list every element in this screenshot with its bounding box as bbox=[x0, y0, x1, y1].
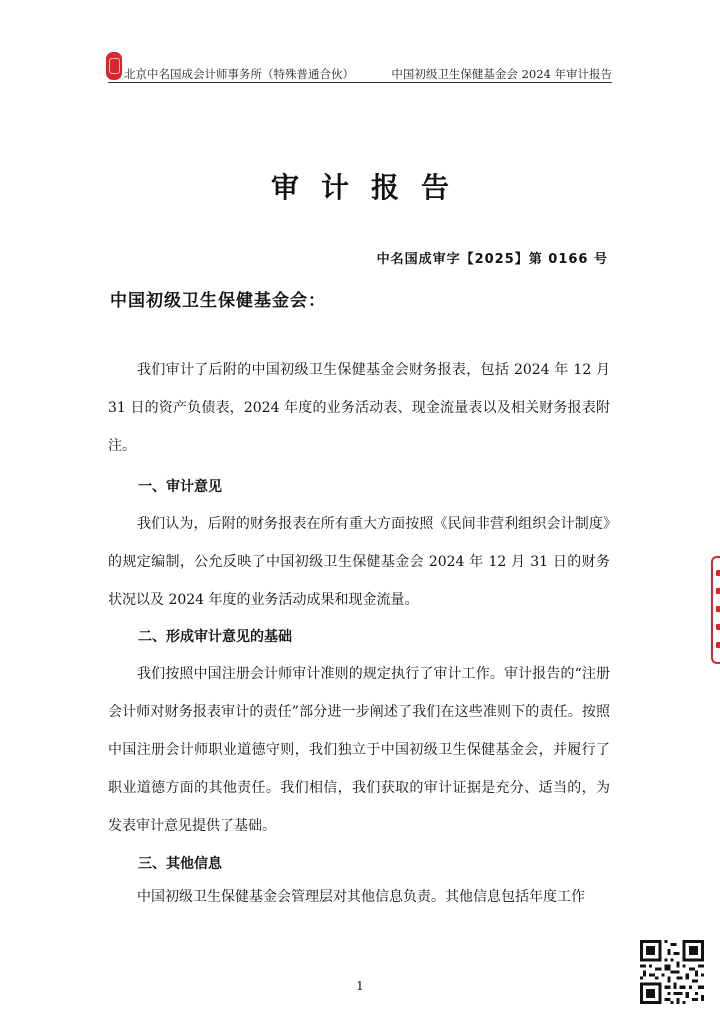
page-title: 审计报告 bbox=[270, 171, 471, 204]
section-heading-basis: 二、形成审计意见的基础 bbox=[138, 629, 292, 645]
document-number: 中名国成审字【2025】第 0166 号 bbox=[376, 252, 608, 267]
section-text-basis: 我们按照中国注册会计师审计准则的规定执行了审计工作。审计报告的“注册会计师对财务报表审计的责任”部分进一步阐述了我们在这些准则下的责任。按照中国注册会计师职业道德守则，我们独立于中国初级卫生保健基金会，并履行了职业道德方面的其他责任。我们相信，我们获取的审计证据是充分、适当的，为发表审计意见提供了基础。 bbox=[108, 666, 610, 834]
section-text-other-info: 中国初级卫生保健基金会管理层对其他信息负责。其他信息包括年度工作 bbox=[137, 889, 585, 905]
intro-paragraph: 我们审计了后附的中国初级卫生保健基金会财务报表，包括 2024 年 12 月 31 日的资产负债表，2024 年度的业务活动表、现金流量表以及相关财务报表附注。 bbox=[108, 362, 610, 454]
header-divider bbox=[108, 82, 612, 83]
report-name: 中国初级卫生保健基金会 2024 年审计报告 bbox=[391, 67, 612, 81]
qr-code-icon bbox=[640, 940, 704, 1004]
page-number: 1 bbox=[356, 979, 364, 993]
red-seal-icon bbox=[106, 52, 122, 80]
section-text-opinion: 我们认为，后附的财务报表在所有重大方面按照《民间非营利组织会计制度》的规定编制，公允反映了中国初级卫生保健基金会 2024 年 12 月 31 日的财务状况以及 2024 年度的业务活动成果和现金流量。 bbox=[108, 516, 610, 608]
firm-name: 北京中名国成会计师事务所（特殊普通合伙） bbox=[124, 67, 354, 81]
addressee: 中国初级卫生保健基金会： bbox=[110, 291, 326, 311]
perforation-seal-icon bbox=[711, 556, 720, 664]
section-heading-other-info: 三、其他信息 bbox=[138, 856, 222, 872]
section-heading-opinion: 一、审计意见 bbox=[138, 479, 222, 495]
page-header bbox=[108, 64, 612, 82]
